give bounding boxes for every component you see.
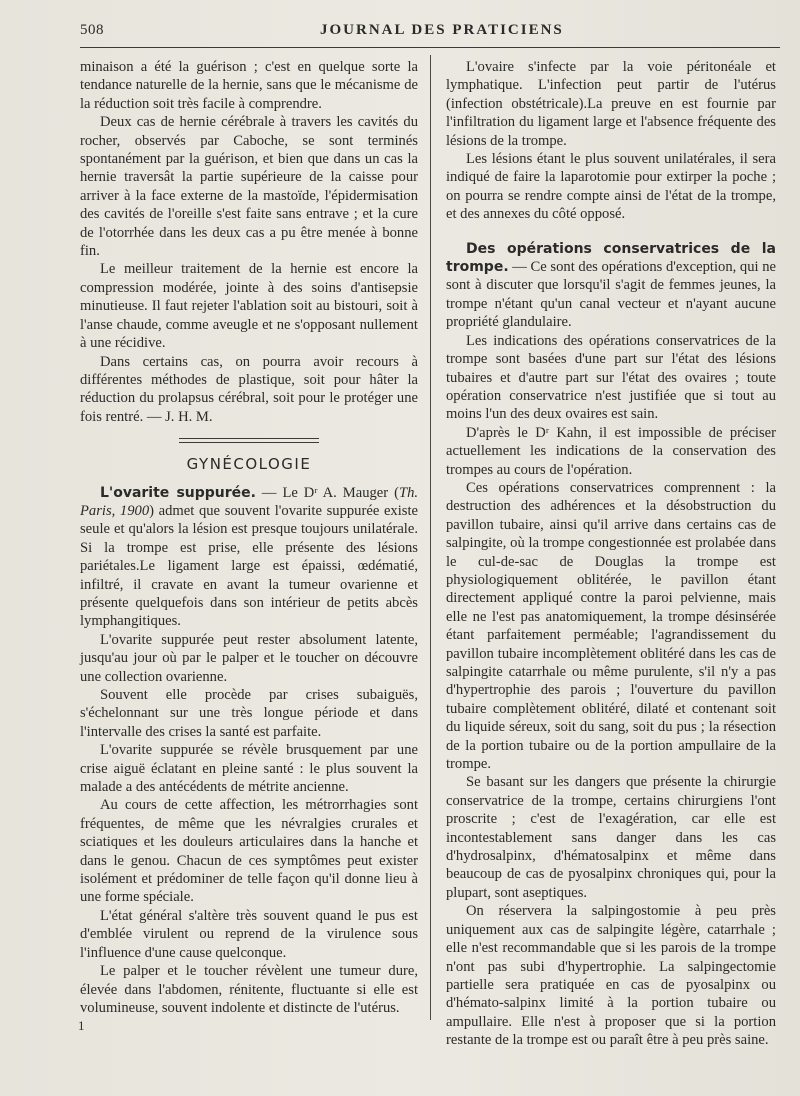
page-number: 508 [80, 22, 104, 38]
left-paragraph-1: minaison a été la guérison ; c'est en quelque sorte la tendance naturelle de la hernie, sans que le mécanisme de la réduction soit très facile à comprendre. [80, 59, 418, 112]
right-paragraph-8: On réservera la salpingostomie à peu près uniquement aux cas de salpingite légère, catarrhale ; elle n'est recommandable que si les parois de la trompe n'ont pas subi d'hypertrophie. La salpingectomie partielle sera pratiquée en cas de pyosalpinx ou d'hémato-salpinx limité à la portion tubaire ou ampullaire. Elle n'est à proposer que si la portion restante de la trompe est ou paraît être à peu près saine. [446, 903, 776, 1049]
running-title: JOURNAL DES PRATICIENS [320, 22, 564, 38]
article-ovarite-citation: Th. Paris, 1900 [80, 484, 419, 519]
left-paragraph-8: L'ovarite suppurée se révèle brusquement par une crise aiguë éclatant en pleine santé : le plus souvent la malade a des antécédents de métrite ancienne. [80, 742, 418, 796]
right-paragraph-4: Les indications des opérations conservatrices de la trompe sont basées d'une part sur l'état des lésions tubaires et d'autre part sur l'état des ovaires ; toute opération conservatrice n'est justifiée que si tout au moins l'un des deux ovaires est sain. [446, 332, 776, 423]
right-column [446, 58, 776, 1050]
left-column [80, 58, 418, 1017]
page-header [80, 22, 780, 44]
left-paragraph-7: Souvent elle procède par crises subaiguës, s'échelonnant sur une très longue période et dans l'intervalle des crises la santé est parfaite. [80, 687, 418, 740]
left-paragraph-3: Le meilleur traitement de la hernie est encore la compression modérée, jointe à des soins d'antisepsie minutieuse. Il faut rejeter l'ablation soit au bistouri, soit à l'anse chaude, comme aveugle et ne s'opposant nullement à une récidive. [80, 261, 418, 352]
block-gap [446, 224, 776, 240]
column-divider [430, 55, 431, 1020]
left-paragraph-6: L'ovarite suppurée peut rester absolument latente, jusqu'au jour où par le palper et le toucher on découvre une collection ovarienne. [80, 631, 418, 685]
margin-mark: 1 [78, 1018, 85, 1033]
section-title: GYNÉCOLOGIE [186, 455, 312, 474]
right-paragraph-1: L'ovaire s'infecte par la voie péritonéale et lymphatique. L'infection peut partir de l'utérus (infection obstétricale).La preuve en est fournie par l'infiltration du ligament large et l'absence fréquente des lésions de la trompe. [446, 59, 776, 149]
left-paragraph-11: Le palper et le toucher révèlent une tumeur dure, élevée dans l'abdomen, rénitente, fluctuante si elle est volumineuse, souvent indolente et distincte de l'utérus. [80, 963, 418, 1016]
left-paragraph-2: Deux cas de hernie cérébrale à travers les cavités du rocher, observés par Caboche, se sont terminés spontanément par la guérison, et bien que dans un cas la hernie traversât la partie supérieure de la caisse pour arriver à la face externe de la mastoïde, l'épidermisation des cavités de l'oreille s'est faite sans entrave ; et la cure de l'otorrhée dans les deux cas a pu être menée à bonne fin. [80, 114, 418, 260]
right-paragraph-5: D'après le Dʳ Kahn, il est impossible de préciser actuellement les indications de la conservation des trompes au cours de l'opération. [446, 424, 776, 478]
left-paragraph-10: L'état général s'altère très souvent quand le pus est d'emblée virulent ou reprend de la virulence sous l'influence d'une cause quelconque. [80, 907, 418, 961]
article-ovarite-intro [80, 484, 418, 631]
article-heading-ovarite: L'ovarite suppurée. [100, 484, 256, 501]
right-paragraph-2: Les lésions étant le plus souvent unilatérales, il sera indiqué de faire la laparotomie pour extirper la poche ; on pourra se rendre compte ainsi de l'état de la trompe, et des annexes du côté opposé. [446, 151, 776, 223]
left-paragraph-4: Dans certains cas, on pourra avoir recours à différentes méthodes de plastique, soit pour hâter la réduction du prolapsus cérébral, soit pour le protéger une fois rentré. — J. H. M. [80, 353, 418, 425]
left-paragraph-9: Au cours de cette affection, les métrorrhagies sont fréquentes, de même que les névralgies crurales et sciatiques et les douleurs articulaires dans la hanche et dans le genou. Chacun de ces symptômes peut exister isolément et prédominer de telle façon qu'il donne lieu à une forme spéciale. [80, 797, 418, 906]
article-ovarite-text-a: — Le Dʳ A. Mauger ( [255, 484, 399, 501]
article-ovarite-text-b: ) admet que souvent l'ovarite suppurée existe seule et qu'alors la lésion est presque toujours unilatérale. Si la trompe est prise, elle présente des lésions pariétales.Le ligament large est épaissi, œdématié, infiltré, il cravate en avant la tumeur ovarienne et présente quelquefois dans son intérieur de petits abcès lymphangitiques. [80, 502, 418, 630]
right-paragraph-7: Se basant sur les dangers que présente la chirurgie conservatrice de la trompe, certains chirurgiens l'ont proscrite ; c'est de l'exagération, car elle est incontestablement sans danger dans les cas d'hydrosalpinx, d'hématosalpinx et même dans beaucoup de cas de pyosalpinx chroniques qui, pour la plupart, sont aseptiques. [446, 774, 776, 901]
right-paragraph-6: Ces opérations conservatrices comprennent : la destruction des adhérences et la désobstruction du pavillon tubaire, ainsi qu'il arrive dans certains cas de salpingite, où la trompe congestionnée est prolabée dans le cul-de-sac de Douglas la trompe est physiologiquement oblitérée, le pavillon étant directement appliqué contre la paroi pelvienne, mais elle ne l'est pas anatomiquement, la trompe désinsérée étant parfaitement perméable; l'agrandissement du pavillon tubaire incomplètement oblitéré dans les cas de salpingite catarrhale ou même purulente, s'il n'y a pas d'hypertrophie des parois ; l'ouverture du pavillon tubaire complètement oblitéré, dilaté et contenant soit du liquide séreux, soit du sang, soit du pus ; la résection de la portion tubaire ou de la portion ampullaire de la trompe. [446, 479, 776, 773]
article-operations-intro [446, 240, 776, 332]
article-operations-text: — Ce sont des opérations d'exception, qui ne sont à discuter que lorsqu'il s'agit de femmes jeunes, la trompe n'étant qu'un canal vecteur et n'ayant aucune propriété glandulaire. [446, 259, 776, 331]
article-heading-operations: Des opérations conservatrices de la trompe. [446, 240, 776, 276]
section-ornament [179, 438, 319, 443]
header-rule [80, 47, 780, 48]
